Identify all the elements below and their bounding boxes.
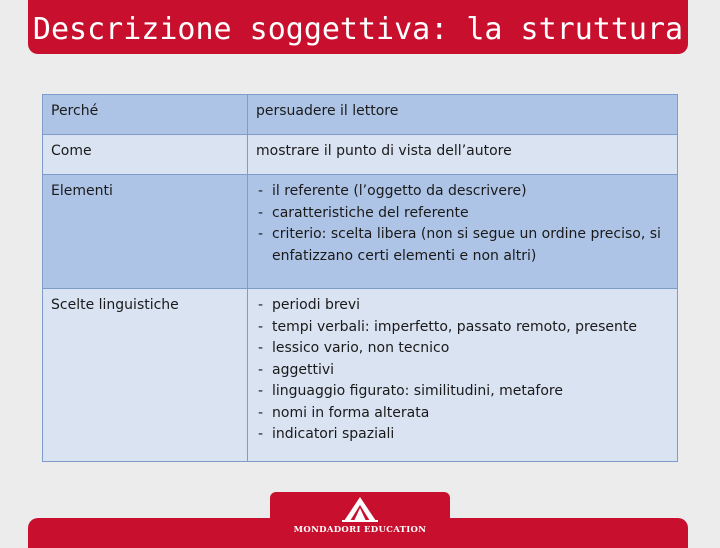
table-row-scelte-linguistiche — [43, 289, 678, 462]
list-item: - nomi in forma alterata — [256, 403, 669, 425]
row-value: mostrare il punto di vista dell’autore — [248, 135, 678, 175]
structure-table — [42, 94, 678, 462]
list-item: - lessico vario, non tecnico — [256, 338, 669, 360]
publisher-logo — [270, 492, 450, 540]
title-bar — [28, 0, 688, 54]
scelte-list — [256, 295, 669, 446]
row-value-list — [248, 289, 678, 462]
list-item: - indicatori spaziali — [256, 424, 669, 446]
list-item: - periodi brevi — [256, 295, 669, 317]
logo-text: MONDADORI EDUCATION — [293, 525, 427, 535]
table-row-come — [43, 135, 678, 175]
row-value-list — [248, 175, 678, 289]
list-item: - tempi verbali: imperfetto, passato remoto, presente — [256, 317, 669, 339]
page-title: Descrizione soggettiva: la struttura — [32, 12, 684, 47]
list-item: - criterio: scelta libera (non si segue un ordine preciso, si enfatizzano certi elementi e non altri) — [256, 224, 669, 267]
row-label: Come — [43, 135, 248, 175]
mondadori-logo-icon — [340, 496, 380, 522]
table-row-perche — [43, 95, 678, 135]
row-label: Perché — [43, 95, 248, 135]
list-item: - aggettivi — [256, 360, 669, 382]
row-value: persuadere il lettore — [248, 95, 678, 135]
row-label: Scelte linguistiche — [43, 289, 248, 462]
row-label: Elementi — [43, 175, 248, 289]
elementi-list — [256, 181, 669, 267]
list-item: - caratteristiche del referente — [256, 203, 669, 225]
list-item: - linguaggio figurato: similitudini, metafore — [256, 381, 669, 403]
list-item: - il referente (l’oggetto da descrivere) — [256, 181, 669, 203]
table-row-elementi — [43, 175, 678, 289]
